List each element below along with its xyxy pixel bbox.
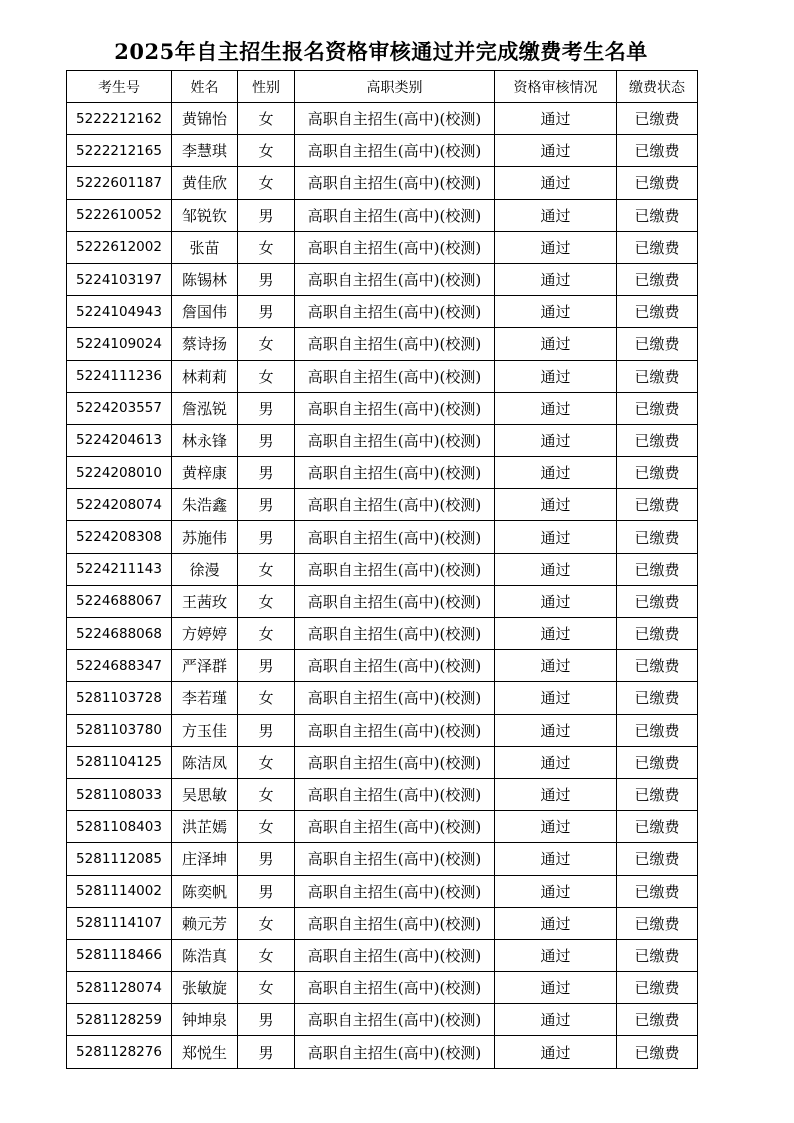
gender-cell: 女 <box>238 360 295 392</box>
payment-status-cell: 已缴费 <box>617 489 698 521</box>
table-row <box>67 585 698 617</box>
category-cell: 高职自主招生(高中)(校测) <box>295 907 495 939</box>
gender-cell: 女 <box>238 585 295 617</box>
exam-id-cell: 5224103197 <box>67 263 172 295</box>
payment-status-cell: 已缴费 <box>617 585 698 617</box>
exam-id-cell: 5281108033 <box>67 778 172 810</box>
name-cell: 陈锡林 <box>172 263 238 295</box>
review-status-cell: 通过 <box>495 714 617 746</box>
table-row <box>67 650 698 682</box>
payment-status-cell: 已缴费 <box>617 231 698 263</box>
review-status-cell: 通过 <box>495 972 617 1004</box>
name-cell: 蔡诗扬 <box>172 328 238 360</box>
category-cell: 高职自主招生(高中)(校测) <box>295 296 495 328</box>
payment-status-cell: 已缴费 <box>617 328 698 360</box>
gender-cell: 女 <box>238 553 295 585</box>
category-cell: 高职自主招生(高中)(校测) <box>295 939 495 971</box>
name-cell: 赖元芳 <box>172 907 238 939</box>
name-cell: 张敏旋 <box>172 972 238 1004</box>
exam-id-cell: 5224208308 <box>67 521 172 553</box>
gender-cell: 男 <box>238 843 295 875</box>
gender-cell: 女 <box>238 907 295 939</box>
exam-id-cell: 5222612002 <box>67 231 172 263</box>
gender-cell: 女 <box>238 746 295 778</box>
exam-id-cell: 5281128259 <box>67 1004 172 1036</box>
category-cell: 高职自主招生(高中)(校测) <box>295 553 495 585</box>
column-header-review-status: 资格审核情况 <box>495 71 617 103</box>
table-row <box>67 843 698 875</box>
name-cell: 王茜玫 <box>172 585 238 617</box>
exam-id-cell: 5281103780 <box>67 714 172 746</box>
exam-id-cell: 5281128074 <box>67 972 172 1004</box>
payment-status-cell: 已缴费 <box>617 199 698 231</box>
gender-cell: 女 <box>238 682 295 714</box>
exam-id-cell: 5224203557 <box>67 392 172 424</box>
review-status-cell: 通过 <box>495 811 617 843</box>
gender-cell: 男 <box>238 1036 295 1068</box>
gender-cell: 男 <box>238 199 295 231</box>
name-cell: 郑悦生 <box>172 1036 238 1068</box>
table-row <box>67 328 698 360</box>
review-status-cell: 通过 <box>495 875 617 907</box>
exam-id-cell: 5224104943 <box>67 296 172 328</box>
review-status-cell: 通过 <box>495 939 617 971</box>
category-cell: 高职自主招生(高中)(校测) <box>295 650 495 682</box>
name-cell: 邹锐钦 <box>172 199 238 231</box>
table-row <box>67 360 698 392</box>
table-row <box>67 553 698 585</box>
payment-status-cell: 已缴费 <box>617 746 698 778</box>
table-row <box>67 907 698 939</box>
name-cell: 方玉佳 <box>172 714 238 746</box>
gender-cell: 男 <box>238 650 295 682</box>
payment-status-cell: 已缴费 <box>617 682 698 714</box>
category-cell: 高职自主招生(高中)(校测) <box>295 811 495 843</box>
payment-status-cell: 已缴费 <box>617 457 698 489</box>
category-cell: 高职自主招生(高中)(校测) <box>295 618 495 650</box>
payment-status-cell: 已缴费 <box>617 521 698 553</box>
table-row <box>67 296 698 328</box>
category-cell: 高职自主招生(高中)(校测) <box>295 457 495 489</box>
table-row <box>67 489 698 521</box>
gender-cell: 男 <box>238 521 295 553</box>
exam-id-cell: 5281128276 <box>67 1036 172 1068</box>
review-status-cell: 通过 <box>495 778 617 810</box>
table-row <box>67 103 698 135</box>
gender-cell: 女 <box>238 103 295 135</box>
name-cell: 朱浩鑫 <box>172 489 238 521</box>
gender-cell: 男 <box>238 489 295 521</box>
gender-cell: 男 <box>238 1004 295 1036</box>
category-cell: 高职自主招生(高中)(校测) <box>295 328 495 360</box>
name-cell: 严泽群 <box>172 650 238 682</box>
name-cell: 詹泓锐 <box>172 392 238 424</box>
name-cell: 陈奕帆 <box>172 875 238 907</box>
column-header-exam-id: 考生号 <box>67 71 172 103</box>
column-header-category: 高职类别 <box>295 71 495 103</box>
exam-id-cell: 5281104125 <box>67 746 172 778</box>
exam-id-cell: 5224688067 <box>67 585 172 617</box>
gender-cell: 女 <box>238 231 295 263</box>
category-cell: 高职自主招生(高中)(校测) <box>295 746 495 778</box>
category-cell: 高职自主招生(高中)(校测) <box>295 843 495 875</box>
payment-status-cell: 已缴费 <box>617 167 698 199</box>
review-status-cell: 通过 <box>495 1036 617 1068</box>
gender-cell: 女 <box>238 972 295 1004</box>
table-header-row <box>67 71 698 103</box>
gender-cell: 女 <box>238 939 295 971</box>
exam-id-cell: 5222601187 <box>67 167 172 199</box>
name-cell: 庄泽坤 <box>172 843 238 875</box>
exam-id-cell: 5281108403 <box>67 811 172 843</box>
gender-cell: 女 <box>238 618 295 650</box>
category-cell: 高职自主招生(高中)(校测) <box>295 199 495 231</box>
payment-status-cell: 已缴费 <box>617 843 698 875</box>
category-cell: 高职自主招生(高中)(校测) <box>295 714 495 746</box>
payment-status-cell: 已缴费 <box>617 714 698 746</box>
gender-cell: 男 <box>238 263 295 295</box>
category-cell: 高职自主招生(高中)(校测) <box>295 521 495 553</box>
review-status-cell: 通过 <box>495 843 617 875</box>
payment-status-cell: 已缴费 <box>617 875 698 907</box>
exam-id-cell: 5222212165 <box>67 135 172 167</box>
table-row <box>67 135 698 167</box>
review-status-cell: 通过 <box>495 103 617 135</box>
name-cell: 黄佳欣 <box>172 167 238 199</box>
column-header-gender: 性别 <box>238 71 295 103</box>
category-cell: 高职自主招生(高中)(校测) <box>295 263 495 295</box>
review-status-cell: 通过 <box>495 553 617 585</box>
table-row <box>67 1004 698 1036</box>
category-cell: 高职自主招生(高中)(校测) <box>295 875 495 907</box>
category-cell: 高职自主招生(高中)(校测) <box>295 231 495 263</box>
payment-status-cell: 已缴费 <box>617 778 698 810</box>
exam-id-cell: 5222212162 <box>67 103 172 135</box>
name-cell: 李慧琪 <box>172 135 238 167</box>
review-status-cell: 通过 <box>495 199 617 231</box>
payment-status-cell: 已缴费 <box>617 392 698 424</box>
table-row <box>67 778 698 810</box>
review-status-cell: 通过 <box>495 682 617 714</box>
table-row <box>67 521 698 553</box>
table-row <box>67 457 698 489</box>
category-cell: 高职自主招生(高中)(校测) <box>295 585 495 617</box>
payment-status-cell: 已缴费 <box>617 263 698 295</box>
table-row <box>67 263 698 295</box>
category-cell: 高职自主招生(高中)(校测) <box>295 682 495 714</box>
table-row <box>67 618 698 650</box>
table-row <box>67 714 698 746</box>
table-row <box>67 939 698 971</box>
review-status-cell: 通过 <box>495 585 617 617</box>
gender-cell: 女 <box>238 778 295 810</box>
gender-cell: 男 <box>238 457 295 489</box>
gender-cell: 女 <box>238 135 295 167</box>
category-cell: 高职自主招生(高中)(校测) <box>295 1004 495 1036</box>
gender-cell: 女 <box>238 167 295 199</box>
payment-status-cell: 已缴费 <box>617 1004 698 1036</box>
column-header-name: 姓名 <box>172 71 238 103</box>
name-cell: 黄梓康 <box>172 457 238 489</box>
exam-id-cell: 5281103728 <box>67 682 172 714</box>
category-cell: 高职自主招生(高中)(校测) <box>295 489 495 521</box>
payment-status-cell: 已缴费 <box>617 650 698 682</box>
payment-status-cell: 已缴费 <box>617 907 698 939</box>
table-row <box>67 424 698 456</box>
payment-status-cell: 已缴费 <box>617 296 698 328</box>
name-cell: 钟坤泉 <box>172 1004 238 1036</box>
table-body <box>67 103 698 1069</box>
name-cell: 李若瑾 <box>172 682 238 714</box>
name-cell: 黄锦怡 <box>172 103 238 135</box>
exam-id-cell: 5222610052 <box>67 199 172 231</box>
payment-status-cell: 已缴费 <box>617 939 698 971</box>
table-row <box>67 972 698 1004</box>
category-cell: 高职自主招生(高中)(校测) <box>295 167 495 199</box>
exam-id-cell: 5224208074 <box>67 489 172 521</box>
name-cell: 陈洁凤 <box>172 746 238 778</box>
review-status-cell: 通过 <box>495 618 617 650</box>
review-status-cell: 通过 <box>495 360 617 392</box>
table-row <box>67 1036 698 1068</box>
payment-status-cell: 已缴费 <box>617 553 698 585</box>
review-status-cell: 通过 <box>495 392 617 424</box>
payment-status-cell: 已缴费 <box>617 1036 698 1068</box>
name-cell: 詹国伟 <box>172 296 238 328</box>
exam-id-cell: 5224688347 <box>67 650 172 682</box>
name-cell: 洪芷嫣 <box>172 811 238 843</box>
gender-cell: 男 <box>238 714 295 746</box>
gender-cell: 男 <box>238 875 295 907</box>
payment-status-cell: 已缴费 <box>617 618 698 650</box>
page-title: 2025年自主招生报名资格审核通过并完成缴费考生名单 <box>114 39 648 64</box>
name-cell: 林永锋 <box>172 424 238 456</box>
review-status-cell: 通过 <box>495 135 617 167</box>
table-row <box>67 199 698 231</box>
review-status-cell: 通过 <box>495 1004 617 1036</box>
exam-id-cell: 5224208010 <box>67 457 172 489</box>
table-row <box>67 167 698 199</box>
category-cell: 高职自主招生(高中)(校测) <box>295 103 495 135</box>
review-status-cell: 通过 <box>495 167 617 199</box>
exam-id-cell: 5224211143 <box>67 553 172 585</box>
table-row <box>67 746 698 778</box>
exam-id-cell: 5224688068 <box>67 618 172 650</box>
review-status-cell: 通过 <box>495 296 617 328</box>
name-cell: 方婷婷 <box>172 618 238 650</box>
payment-status-cell: 已缴费 <box>617 360 698 392</box>
gender-cell: 男 <box>238 392 295 424</box>
category-cell: 高职自主招生(高中)(校测) <box>295 778 495 810</box>
exam-id-cell: 5224111236 <box>67 360 172 392</box>
exam-id-cell: 5281118466 <box>67 939 172 971</box>
gender-cell: 男 <box>238 424 295 456</box>
review-status-cell: 通过 <box>495 424 617 456</box>
name-cell: 吴思敏 <box>172 778 238 810</box>
table-row <box>67 811 698 843</box>
gender-cell: 男 <box>238 296 295 328</box>
payment-status-cell: 已缴费 <box>617 135 698 167</box>
name-cell: 林莉莉 <box>172 360 238 392</box>
payment-status-cell: 已缴费 <box>617 424 698 456</box>
category-cell: 高职自主招生(高中)(校测) <box>295 972 495 1004</box>
exam-id-cell: 5281112085 <box>67 843 172 875</box>
name-cell: 徐漫 <box>172 553 238 585</box>
table-row <box>67 392 698 424</box>
category-cell: 高职自主招生(高中)(校测) <box>295 135 495 167</box>
review-status-cell: 通过 <box>495 489 617 521</box>
column-header-payment-status: 缴费状态 <box>617 71 698 103</box>
review-status-cell: 通过 <box>495 263 617 295</box>
exam-id-cell: 5281114107 <box>67 907 172 939</box>
category-cell: 高职自主招生(高中)(校测) <box>295 392 495 424</box>
category-cell: 高职自主招生(高中)(校测) <box>295 360 495 392</box>
payment-status-cell: 已缴费 <box>617 972 698 1004</box>
gender-cell: 女 <box>238 811 295 843</box>
category-cell: 高职自主招生(高中)(校测) <box>295 1036 495 1068</box>
payment-status-cell: 已缴费 <box>617 811 698 843</box>
table-row <box>67 875 698 907</box>
review-status-cell: 通过 <box>495 521 617 553</box>
review-status-cell: 通过 <box>495 328 617 360</box>
payment-status-cell: 已缴费 <box>617 103 698 135</box>
name-cell: 张苗 <box>172 231 238 263</box>
review-status-cell: 通过 <box>495 650 617 682</box>
review-status-cell: 通过 <box>495 907 617 939</box>
exam-id-cell: 5224204613 <box>67 424 172 456</box>
table-row <box>67 231 698 263</box>
review-status-cell: 通过 <box>495 746 617 778</box>
review-status-cell: 通过 <box>495 231 617 263</box>
table-row <box>67 682 698 714</box>
category-cell: 高职自主招生(高中)(校测) <box>295 424 495 456</box>
exam-id-cell: 5281114002 <box>67 875 172 907</box>
gender-cell: 女 <box>238 328 295 360</box>
student-table <box>66 70 698 1069</box>
name-cell: 苏施伟 <box>172 521 238 553</box>
exam-id-cell: 5224109024 <box>67 328 172 360</box>
review-status-cell: 通过 <box>495 457 617 489</box>
name-cell: 陈浩真 <box>172 939 238 971</box>
